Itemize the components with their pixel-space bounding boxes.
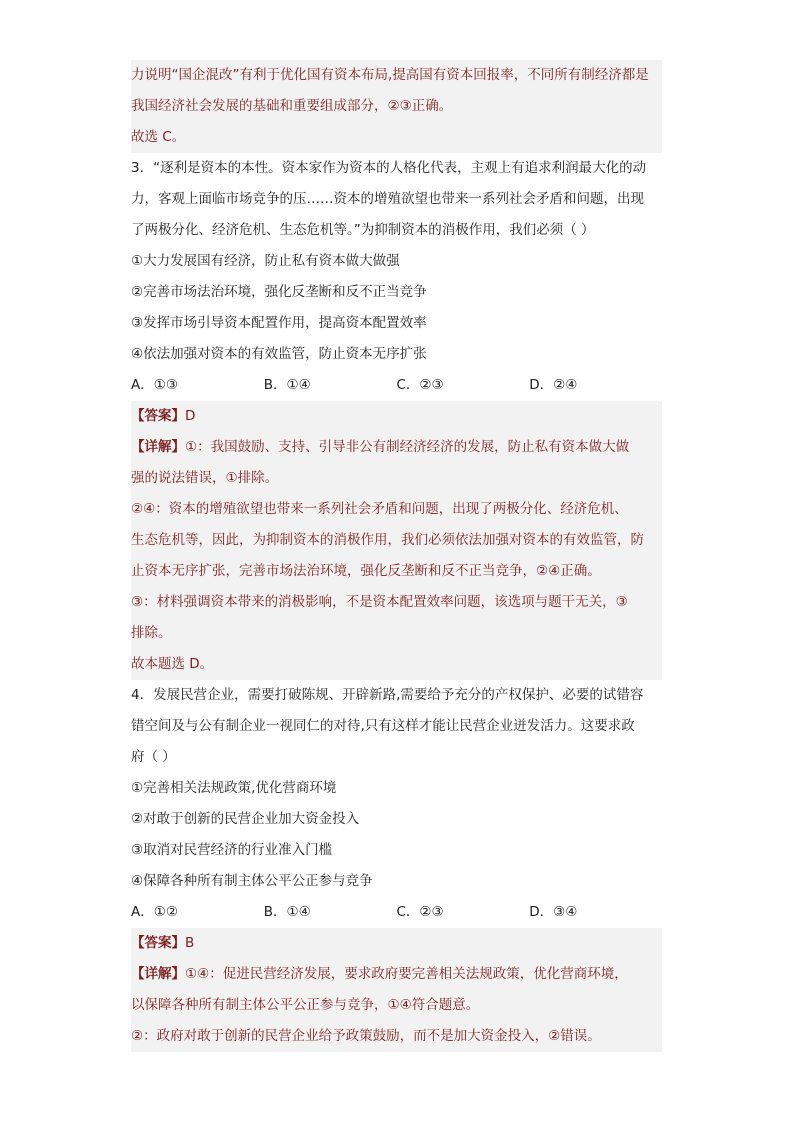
prev-explanation-line: 力说明“国企混改”有利于优化国有资本布局,提高国有资本回报率，不同所有制经济都是 [131,60,662,91]
q3-option-a: A．①③ [131,377,178,393]
q4-stem-line: 错空间及与公有制企业一视同仁的对待,只有这样才能让民营企业迸发活力。这要求政 [131,718,635,734]
q3-option-c: C．②③ [396,377,444,393]
detail-tag: 【详解】 [131,966,185,982]
q4-item: ③取消对民营经济的行业准入门槛 [131,842,333,858]
q4-detail-line: 以保障各种所有制主体公平公正参与竞争，①④符合题意。 [131,990,662,1021]
q4-detail-line: ②：政府对敢于创新的民营企业给予政策鼓励，而不是加大资金投入，②错误。 [131,1021,662,1052]
q3-detail-line [131,432,662,463]
answer-tag: 【答案】 [131,935,185,951]
detail-text: ①：我国鼓励、支持、引导非公有制经济经济的发展，防止私有资本做大做 [185,439,630,455]
answer-value: B [185,935,195,951]
q4-detail-line [131,959,662,990]
q3-item: ②完善市场法治环境，强化反垄断和反不正当竞争 [131,284,427,300]
q4-option-d: D．③④ [529,904,578,920]
q3-item: ④依法加强对资本的有效监管，防止资本无序扩张 [131,346,427,362]
q3-detail-line: 止资本无序扩张，完善市场法治环境，强化反垄断和反不正当竞争，②④正确。 [131,556,662,587]
q3-detail-line: 生态危机等，因此，为抑制资本的消极作用，我们必须依法加强对资本的有效监管，防 [131,525,662,556]
q3-detail-line: 强的说法错误，①排除。 [131,463,662,494]
q4-option-a: A．①② [131,904,178,920]
q4-item: ④保障各种所有制主体公平公正参与竞争 [131,873,373,889]
q4-answer [131,928,662,959]
q3-stem-line: 了两极分化、经济危机、生态危机等。”为抑制资本的消极作用，我们必须（ ） [131,222,595,238]
answer-value: D [185,408,196,424]
q3-detail-line: ②④：资本的增殖欲望也带来一系列社会矛盾和问题，出现了两极分化、经济危机、 [131,494,662,525]
answer-tag: 【答案】 [131,408,185,424]
detail-text: ①④：促进民营经济发展，要求政府要完善相关法规政策，优化营商环境， [185,966,628,982]
q3-item: ①大力发展国有经济，防止私有资本做大做强 [131,253,400,269]
q3-answer [131,401,662,432]
q3-detail-line: ③：材料强调资本带来的消极影响，不是资本配置效率问题，该选项与题干无关，③ [131,587,662,618]
q4-options [131,897,662,928]
q4-item: ①完善相关法规政策,优化营商环境 [131,780,337,796]
q3-conclusion: 故本题选 D。 [131,649,662,680]
q3-option-d: D．②④ [529,377,578,393]
q4-option-b: B．①④ [263,904,311,920]
q3-item: ③发挥市场引导资本配置作用，提高资本配置效率 [131,315,427,331]
q3-stem-line: 3．“逐利是资本的本性。资本家作为资本的人格化代表，主观上有追求利润最大化的动 [131,160,647,176]
page-content [131,60,662,1052]
q3-stem-line: 力，客观上面临市场竞争的压……资本的增殖欲望也带来一系列社会矛盾和问题，出现 [131,191,644,207]
detail-tag: 【详解】 [131,439,185,455]
q4-stem-line: 4．发展民营企业，需要打破陈规、开辟新路,需要给予充分的产权保护、必要的试错容 [131,687,644,703]
prev-conclusion: 故选 C。 [131,122,662,153]
q4-stem-line: 府（ ） [131,749,176,765]
q3-options [131,370,662,401]
prev-explanation-line: 我国经济社会发展的基础和重要组成部分，②③正确。 [131,91,662,122]
q4-item: ②对敢于创新的民营企业加大资金投入 [131,811,360,827]
q3-option-b: B．①④ [263,377,311,393]
q3-detail-line: 排除。 [131,618,662,649]
q4-option-c: C．②③ [396,904,444,920]
